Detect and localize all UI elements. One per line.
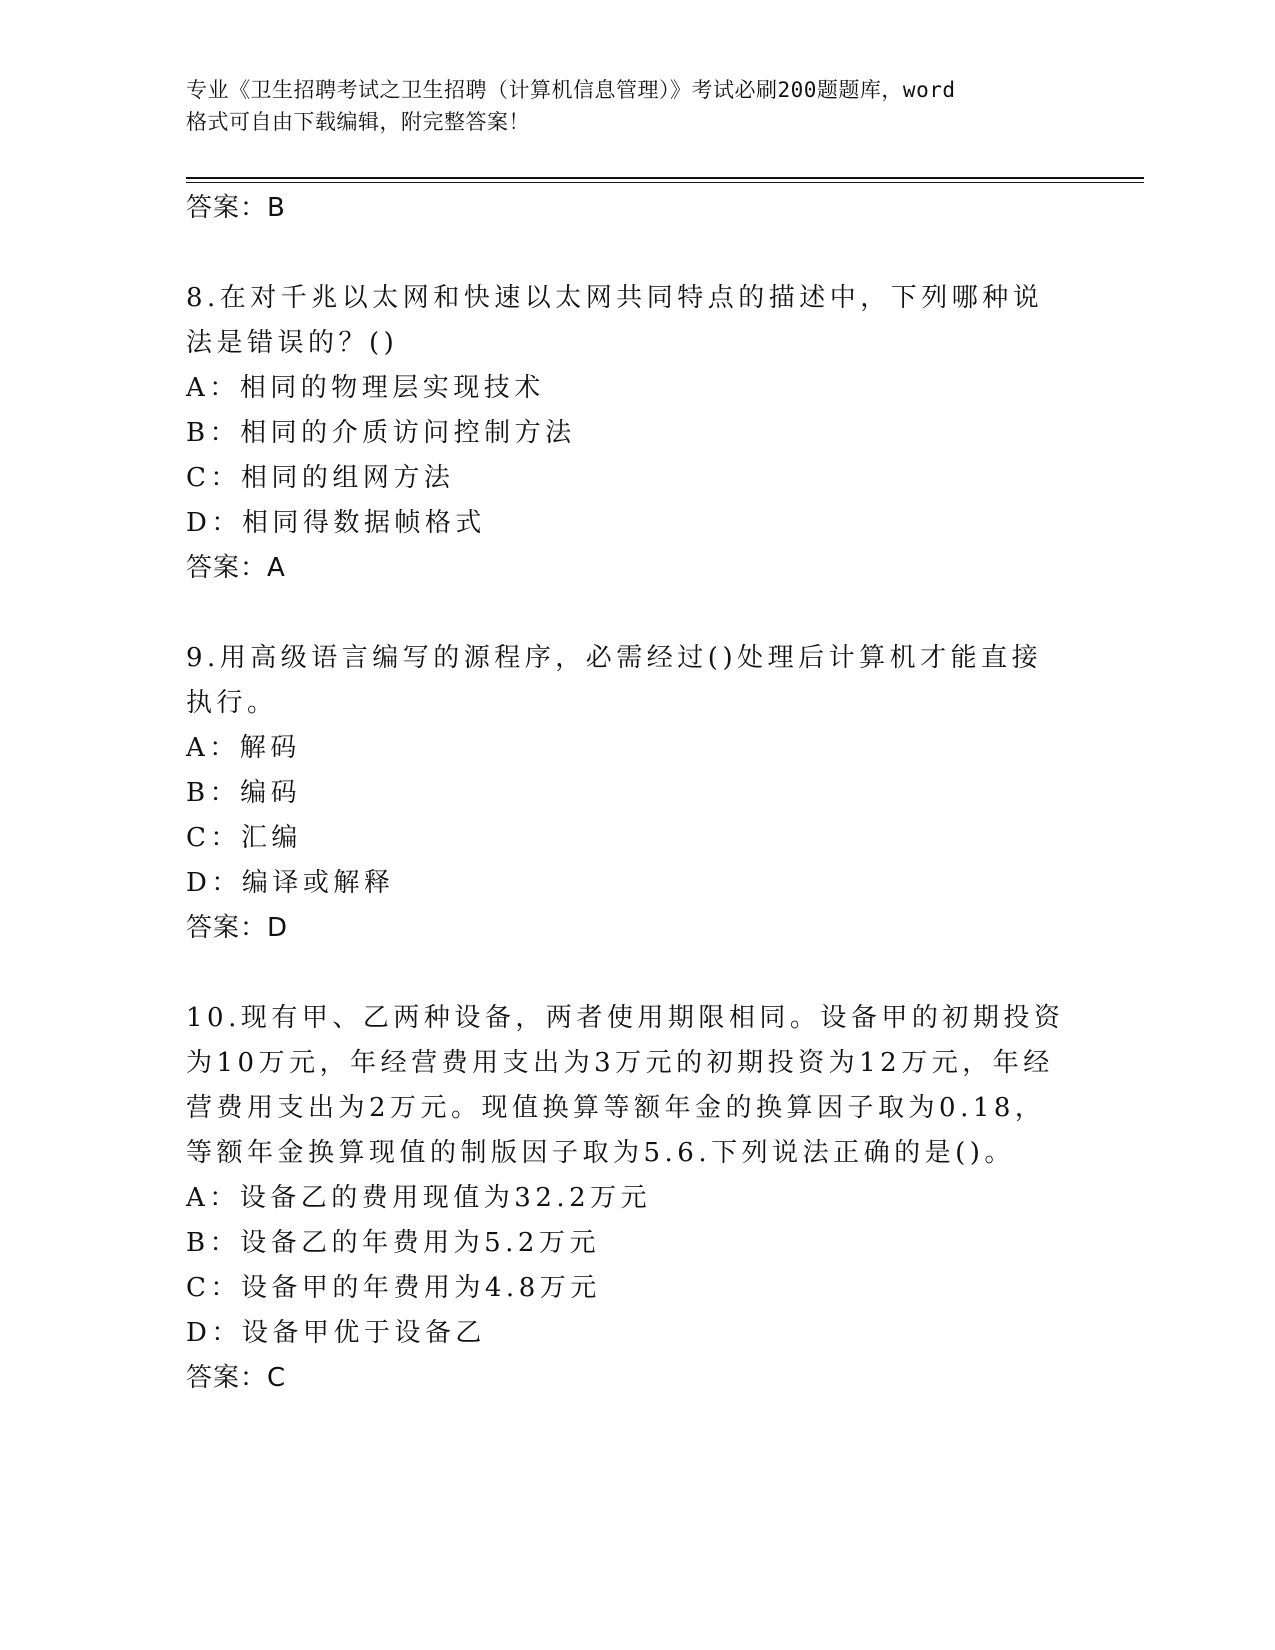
option-c: C：汇编	[186, 823, 302, 853]
question-block-9	[186, 636, 1086, 951]
header-title-line-2: 格式可自由下载编辑，附完整答案！	[186, 110, 530, 134]
option-b: B：相同的介质访问控制方法	[186, 418, 576, 448]
option-d: D：相同得数据帧格式	[186, 508, 486, 538]
option-d: D：设备甲优于设备乙	[186, 1318, 486, 1348]
document-header	[186, 74, 1086, 138]
question-answer: 答案：D	[186, 913, 289, 943]
question-block-10	[186, 996, 1086, 1401]
option-b: B：编码	[186, 778, 302, 808]
option-c: C：相同的组网方法	[186, 463, 455, 493]
option-a: A：相同的物理层实现技术	[186, 373, 545, 403]
question-stem: 10.现有甲、乙两种设备，两者使用期限相同。设备甲的初期投资为10万元，年经营费用支出为3万元的初期投资为12万元，年经营费用支出为2万元。现值换算等额年金的换算因子取为0.18，等额年金换算现值的制版因子取为5.6.下列说法正确的是()。	[186, 1003, 1065, 1168]
question-block-8	[186, 276, 1086, 591]
option-d: D：编译或解释	[186, 868, 395, 898]
option-a: A：设备乙的费用现值为32.2万元	[186, 1183, 652, 1213]
option-a: A：解码	[186, 733, 301, 763]
question-answer: 答案：A	[186, 553, 286, 583]
question-stem: 8.在对千兆以太网和快速以太网共同特点的描述中，下列哪种说法是错误的？()	[186, 283, 1044, 358]
previous-question-answer: 答案：B	[186, 193, 286, 223]
header-divider-thick	[186, 177, 1144, 179]
option-c: C：设备甲的年费用为4.8万元	[186, 1273, 601, 1303]
question-answer: 答案：C	[186, 1363, 287, 1393]
question-list	[186, 186, 1086, 1401]
question-stem: 9.用高级语言编写的源程序，必需经过()处理后计算机才能直接执行。	[186, 643, 1043, 718]
option-b: B：设备乙的年费用为5.2万元	[186, 1228, 600, 1258]
header-divider-thin	[186, 182, 1144, 183]
header-title-line-1: 专业《卫生招聘考试之卫生招聘（计算机信息管理）》考试必刷200题题库，word	[186, 78, 956, 102]
